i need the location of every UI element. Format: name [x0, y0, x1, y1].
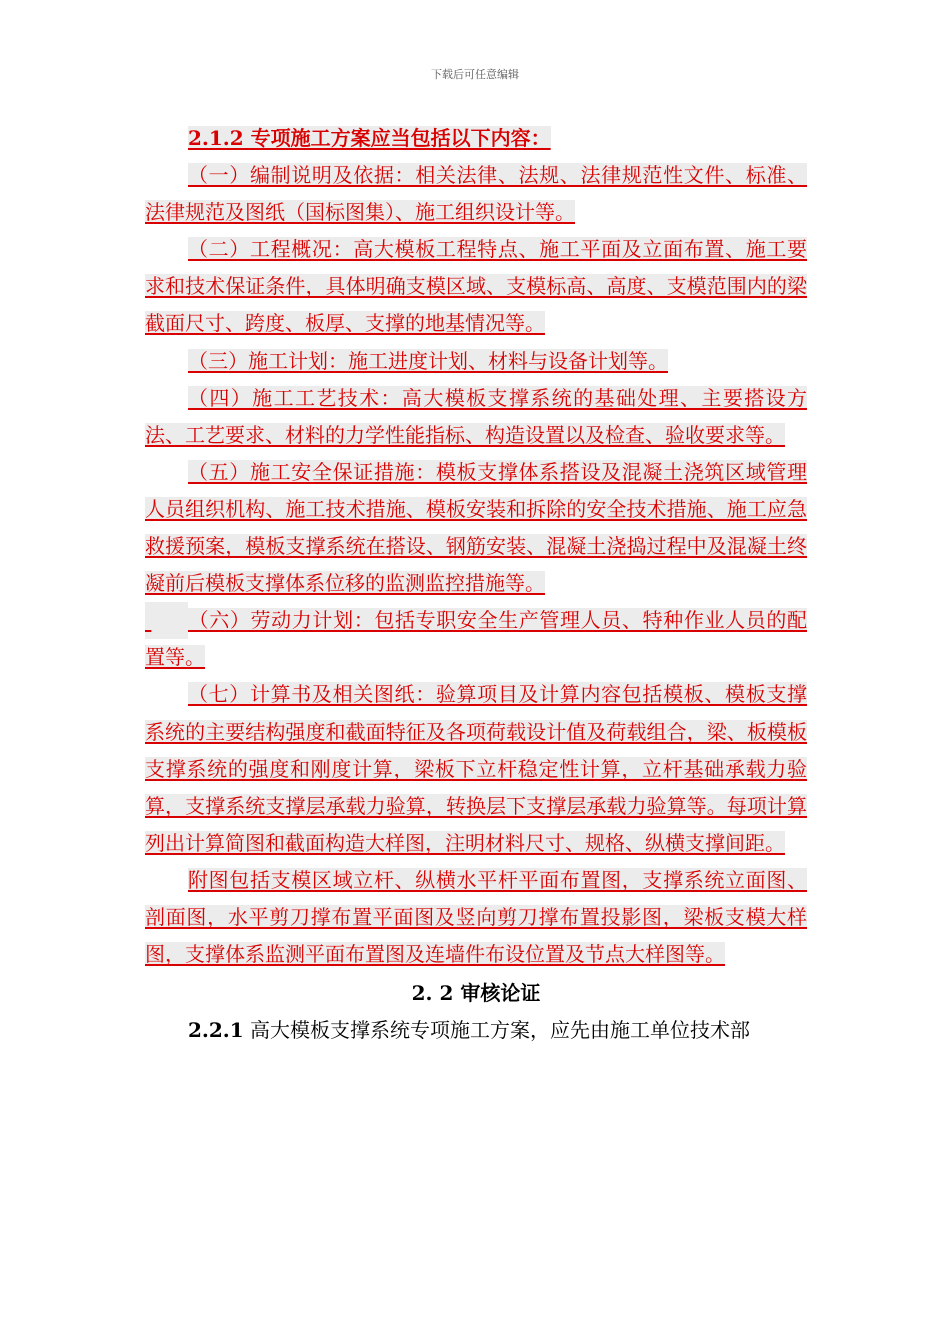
- item-text: （二）工程概况：高大模板工程特点、施工平面及立面布置、施工要求和技术保证条件，具体明确支模区域、支模标高、高度、支模范围内的梁截面尺寸、跨度、板厚、支撑的地基情况等。: [145, 237, 807, 336]
- list-item: [145, 380, 807, 454]
- list-item: [145, 343, 807, 380]
- item-text: （六）劳动力计划：包括专职安全生产管理人员、特种作业人员的配置等。: [145, 608, 807, 670]
- section-heading-text: 2.1.2 专项施工方案应当包括以下内容：: [188, 126, 551, 150]
- indent-filler: [145, 602, 188, 639]
- list-item: [145, 862, 807, 973]
- list-item: [145, 602, 807, 676]
- paragraph-2-2-1: [145, 1012, 807, 1049]
- item-text: （七）计算书及相关图纸：验算项目及计算内容包括模板、模板支撑系统的主要结构强度和截面特征及各项荷载设计值及荷载组合，梁、板模板支撑系统的强度和刚度计算，梁板下立杆稳定性计算，立杆基础承载力验算，支撑系统支撑层承载力验算，转换层下支撑层承载力验算等。每项计算列出计算简图和截面构造大样图，注明材料尺寸、规格、纵横支撑间距。: [145, 682, 807, 855]
- list-item: [145, 454, 807, 602]
- paragraph-number: 2.2.1: [188, 1018, 244, 1043]
- document-body: [145, 120, 807, 1049]
- list-item: [145, 231, 807, 342]
- list-item: [145, 157, 807, 231]
- item-text: （四）施工工艺技术：高大模板支撑系统的基础处理、主要搭设方法、工艺要求、材料的力学性能指标、构造设置以及检查、验收要求等。: [145, 385, 807, 447]
- item-text: （一）编制说明及依据：相关法律、法规、法律规范性文件、标准、法律规范及图纸（国标图集）、施工组织设计等。: [145, 163, 807, 225]
- section-2-2-heading: 2. 2 审核论证: [411, 981, 541, 1006]
- paragraph-text: 高大模板支撑系统专项施工方案，应先由施工单位技术部: [243, 1018, 751, 1043]
- item-text: （五）施工安全保证措施：模板支撑体系搭设及混凝土浇筑区域管理人员组织机构、施工技术措施、模板安装和拆除的安全技术措施、施工应急救援预案，模板支撑系统在搭设、钢筋安装、混凝土浇捣过程中及混凝土终凝前后模板支撑体系位移的监测监控措施等。: [145, 459, 807, 596]
- item-text: （三）施工计划：施工进度计划、材料与设备计划等。: [188, 348, 668, 373]
- page-header-note: 下载后可任意编辑: [431, 68, 519, 81]
- section-2-1-2-heading: [145, 120, 807, 157]
- list-item: [145, 676, 807, 861]
- item-text: 附图包括支模区域立杆、纵横水平杆平面布置图，支撑系统立面图、剖面图，水平剪刀撑布置平面图及竖向剪刀撑布置投影图，梁板支模大样图，支撑体系监测平面布置图及连墙件布设位置及节点大样图等。: [145, 867, 807, 967]
